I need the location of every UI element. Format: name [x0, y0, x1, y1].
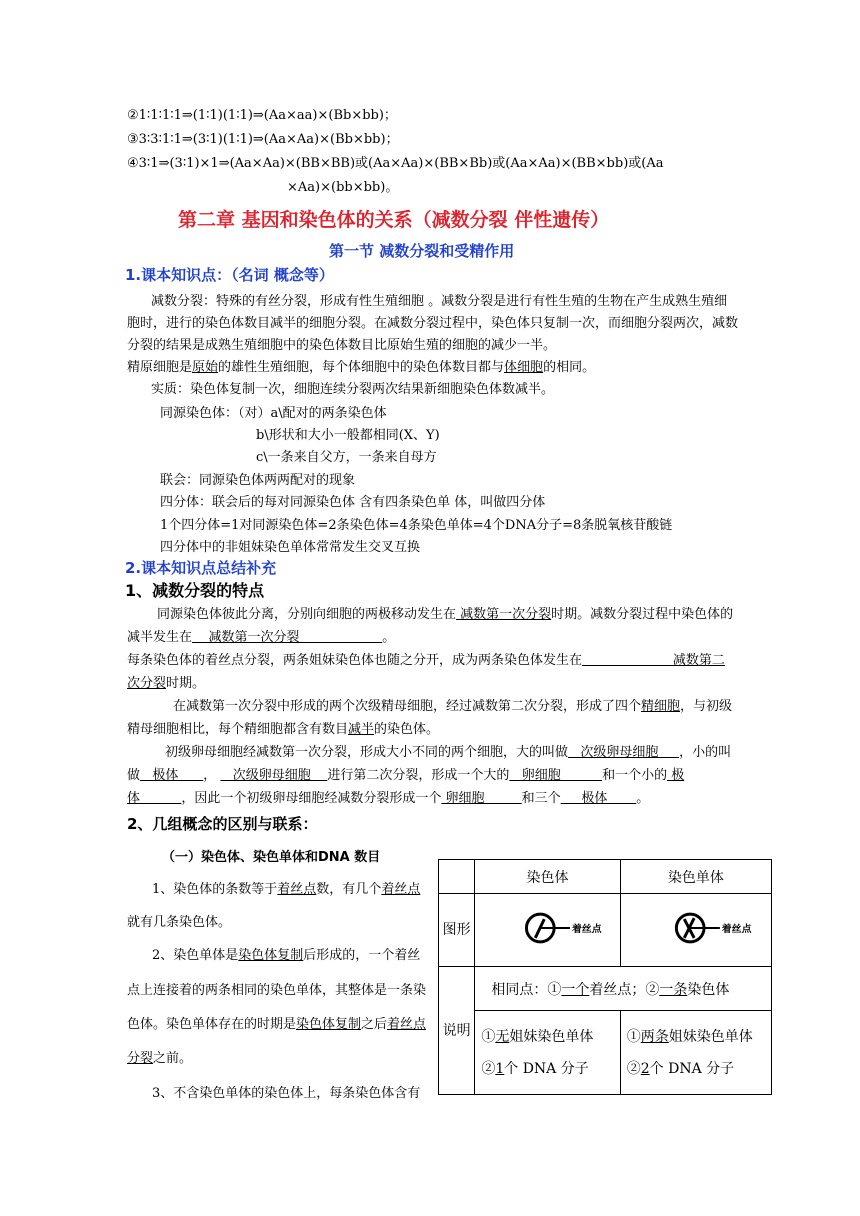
formula-line-2: ②1∶1∶1∶1⇒(1∶1)(1∶1)⇒(Aa×aa)×(Bb×bb)；: [127, 108, 397, 123]
left-text-4: 点上连接着的两条相同的染色单体，其整体是一条染: [127, 983, 427, 998]
crossover-text: 四分体中的非姐妹染色单体常常发生交叉互换: [160, 540, 421, 555]
left-text-1: 1、染色体的条数等于着丝点数，有几个着丝点: [152, 882, 421, 897]
heading-knowledge-points: 1.课本知识点：（名词 概念等）: [125, 266, 334, 284]
chapter-title: 第二章 基因和染色体的关系（减数分裂 伴性遗传）: [178, 209, 610, 231]
heading-supplement: 2.课本知识点总结补充: [125, 559, 277, 577]
left-text-7: 3、不含染色单体的染色体上，每条染色体含有: [152, 1086, 421, 1101]
formula-line-4-cont: ×Aa)×(bb×bb)。: [287, 180, 399, 195]
fill-centromere-split: 每条染色体的着丝点分裂，两条姐妹染色体也随之分开，成为两条染色体发生在 减数第二: [127, 653, 725, 668]
row-label-figure: 图形: [439, 894, 475, 967]
fill-centromere-split-cont: 次分裂时期。: [127, 676, 206, 691]
left-text-2: 就有几条染色体。: [127, 915, 232, 930]
tetrad-text: 四分体：联会后的每对同源染色体 含有四条染色单 体，叫做四分体: [160, 495, 546, 510]
heading-concepts: 2、几组概念的区别与联系：: [127, 815, 318, 833]
fill-sperm-halved: 精母细胞相比，每个精细胞都含有数目减半的染色体。: [127, 722, 440, 737]
table-corner: [439, 860, 475, 894]
spermatogonium-text: 精原细胞是原始的雄性生殖细胞，每个体细胞中的染色体数目都与体细胞的相同。: [127, 360, 596, 375]
meiosis-def-line3: 分裂的结果是成熟生殖细胞中的染色体数目比原始生殖的细胞的减少一半。: [127, 338, 557, 353]
meiosis-def-line1: 减数分裂：特殊的有丝分裂，形成有性生殖细胞 。减数分裂是进行有性生殖的生物在产生成熟生殖细: [151, 294, 728, 309]
formula-line-3: ③3∶3∶1∶1⇒(3∶1)(1∶1)⇒(Aa×Aa)×(Bb×bb)；: [127, 132, 399, 147]
similarity-cell: 相同点：①一个着丝点；②一条染色体: [475, 967, 772, 1011]
fill-oocyte-line2: 做 极体 ， 次级卵母细胞 进行第二次分裂，形成一个大的 卵细胞 和一个小的 极: [127, 768, 685, 783]
left-text-6: 分裂之前。: [127, 1051, 193, 1066]
synapsis-text: 联会：同源染色体两两配对的现象: [160, 473, 356, 488]
fill-oocyte-line1: 初级卵母细胞经减数第一次分裂，形成大小不同的两个细胞，大的叫做 次级卵母细胞 ，小的叫: [165, 745, 732, 760]
header-chromatid: 染色单体: [620, 860, 771, 894]
fill-halving: 减半发生在 减数第一次分裂 。: [127, 630, 396, 645]
meiosis-def-line2: 胞时，进行的染色体数目减半的细胞分裂。在减数分裂过程中，染色体只复制一次，而细胞分裂两次，减数: [127, 316, 739, 331]
chromatid-description: [620, 1011, 771, 1095]
homolog-b: b\形状和大小一般都相同(X、Y): [256, 428, 440, 443]
tetrad-equation: 1个四分体=1对同源染色体=2条染色体=4条染色单体=4个DNA分子=8条脱氧核苷酸链: [160, 518, 673, 533]
fill-sperm-cells: 在减数第一次分裂中形成的两个次级精母细胞，经过减数第二次分裂，形成了四个精细胞，与初级: [173, 699, 733, 714]
chromosome-diagram: [475, 894, 619, 962]
centromere-label: 着丝点: [572, 923, 602, 935]
chromosome-description: [475, 1011, 620, 1095]
essence-text: 实质：染色体复制一次，细胞连续分裂两次结果新细胞染色体数减半。: [151, 382, 555, 397]
chromatid-diagram: [621, 894, 771, 962]
chromosome-comparison-table: [438, 859, 772, 1095]
heading-meiosis-features: 1、减数分裂的特点: [125, 581, 265, 600]
row-label-description: 说明: [439, 967, 475, 1095]
chromosome-desc-1: ①无姐妹染色单体: [481, 1028, 594, 1045]
fill-oocyte-line3: 体 ，因此一个初级卵母细胞经减数分裂形成一个 卵细胞 和三个 极体 。: [127, 791, 650, 806]
formula-line-4: ④3∶1⇒(3∶1)×1⇒(Aa×Aa)×(BB×BB)或(Aa×Aa)×(BB×Bb)或(Aa×Aa)×(BB×bb)或(Aa: [127, 156, 664, 171]
left-text-5: 色体。染色单体存在的时期是染色体复制之后着丝点: [127, 1017, 427, 1032]
chromosome-diagram-cell: [475, 894, 620, 967]
subheading-chromosome-dna: （一）染色体、染色单体和DNA 数目: [162, 850, 381, 865]
centromere-label-2: 着丝点: [721, 923, 752, 935]
chromatid-diagram-cell: [620, 894, 771, 967]
chromatid-desc-1: ①两条姐妹染色单体: [626, 1028, 753, 1045]
chromatid-desc-2: ②2个 DNA 分子: [626, 1060, 735, 1077]
homolog-c: c\一条来自父方，一条来自母方: [256, 450, 437, 465]
header-chromosome: 染色体: [475, 860, 620, 894]
homolog-a: 同源染色体：（对）a\配对的两条染色体: [160, 406, 387, 421]
section-title: 第一节 减数分裂和受精作用: [329, 242, 515, 260]
left-text-3: 2、染色单体是染色体复制后形成的，一个着丝: [152, 948, 421, 963]
fill-homolog-separation: 同源染色体彼此分离，分别向细胞的两极移动发生在 减数第一次分裂时期。减数分裂过程中染色体的: [157, 607, 734, 622]
chromosome-desc-2: ②1个 DNA 分子: [481, 1060, 589, 1077]
